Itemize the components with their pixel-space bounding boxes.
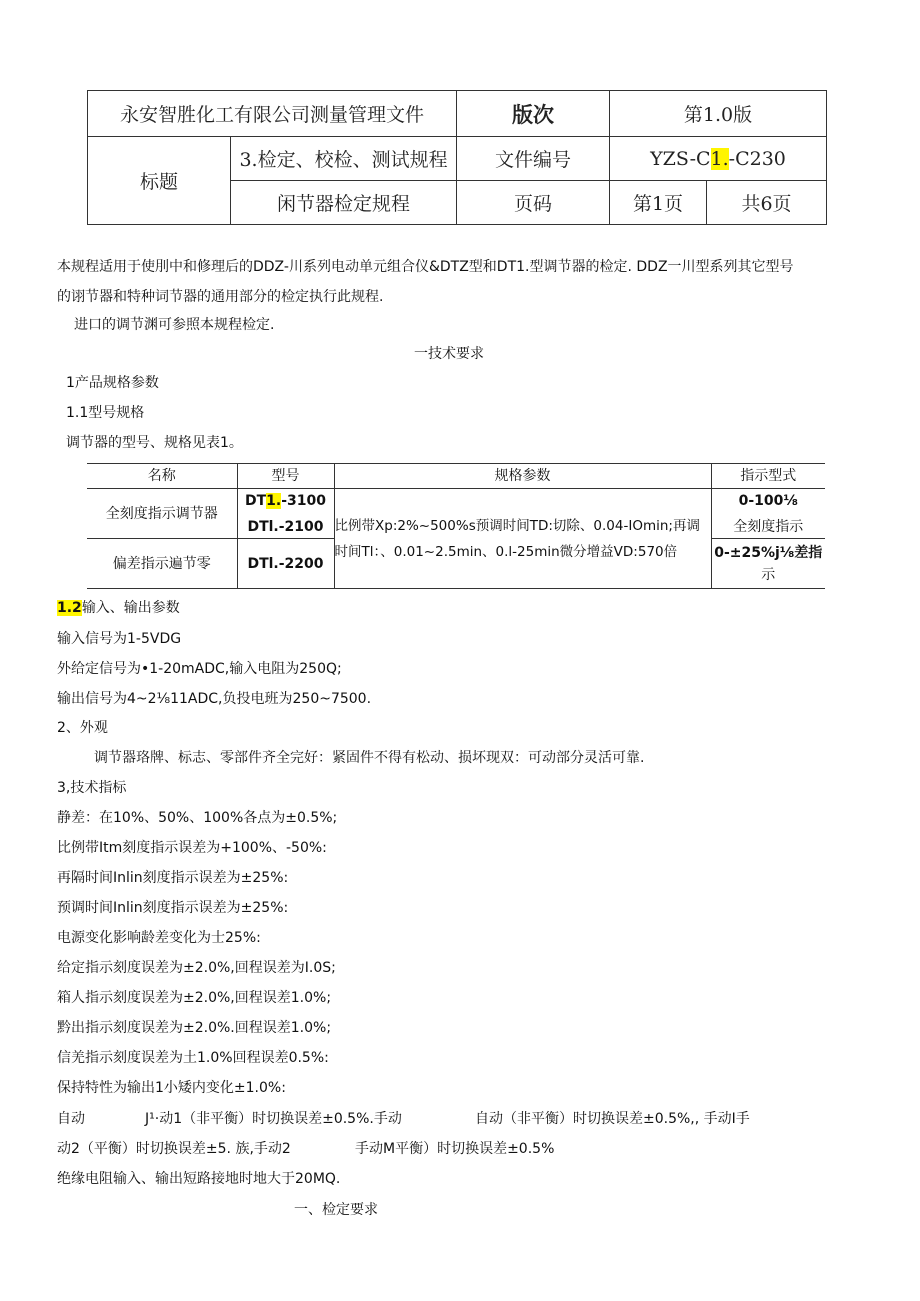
index-line: 静差：在10%、50%、100%各点为±0.5%;: [57, 810, 338, 826]
params-cell: 比例带Xp:2%~500%s预调时间TD:切除、0.04-IOmin;再调 时间Tl：、0.01~2.5min、0.l-25min微分增益VD:570倍: [334, 489, 711, 589]
switch-line1-a: 自动: [57, 1111, 85, 1127]
header-table: [87, 90, 827, 225]
title-line1: 3.检定、校检、测试规程: [231, 137, 457, 180]
page-current: 第1页: [610, 180, 707, 224]
col-header-params: 规格参数: [334, 464, 711, 489]
section2-title: 一、检定要求: [294, 1202, 378, 1218]
company-doc-title: 永安智胜化工有限公司测量管理文件: [88, 91, 457, 137]
row2-name: 偏差指示遍节零: [87, 539, 237, 589]
spec-params-heading: 1产品规格参数: [66, 375, 159, 391]
io-heading: 1.2输入、输出参数: [57, 600, 180, 616]
insulation-line: 绝缘电阻输入、输出短路接地时地大于20MQ.: [57, 1171, 341, 1187]
index-line: 保持特性为输出1小矮内变化±1.0%:: [57, 1080, 286, 1096]
tech-index-heading: 3,技术指标: [57, 780, 127, 796]
version-label: 版次: [457, 91, 610, 137]
appearance-text: 调节器珞牌、标志、零部件齐全完好：紧固件不得有松动、损坏现双：可动部分灵活可靠.: [94, 750, 645, 766]
index-line: 信羌指示刻度误差为土1.0%回程误差0.5%:: [57, 1050, 329, 1066]
row1-models: DT1.-3100 DTl.-2100: [237, 489, 334, 539]
index-line: 黔出指示刻度误差为±2.0%.回程误差1.0%;: [57, 1020, 332, 1036]
appearance-heading: 2、外观: [57, 720, 108, 736]
row2-indication: 0-±25%j⅛差指 示: [711, 539, 825, 589]
io-line-3: 输出信号为4~2⅛11ADC,负投电班为250~7500.: [57, 691, 372, 707]
index-line: 再隔时间Inlin刻度指示误差为±25%:: [57, 870, 289, 886]
title-label: 标题: [88, 137, 231, 225]
index-line: 预调时间Inlin刻度指示误差为±25%:: [57, 900, 289, 916]
version-value: 第1.0版: [610, 91, 827, 137]
intro-line1: 本规程适用于使刖中和修理后的DDZ-川系列电动单元组合仪&DTZ型和DT1.型调节器的检定. DDZ一川型系列其它型号: [57, 259, 794, 275]
index-line: 电源变化影响龄差变化为士25%:: [57, 930, 261, 946]
row2-model: DTl.-2200: [237, 539, 334, 589]
io-line-2: 外给定信号为•1-20mADC,输入电阻为250Q;: [57, 661, 342, 677]
col-header-name: 名称: [87, 464, 237, 489]
page-total: 共6页: [707, 180, 827, 224]
model-spec-heading: 1.1型号规格: [66, 405, 145, 421]
index-line: 箱人指示刻度误差为±2.0%,回程误差1.0%;: [57, 990, 332, 1006]
doc-no-label: 文件编号: [457, 137, 610, 180]
switch-line2-a: 动2（平衡）时切换误差±5. 族,手动2: [57, 1141, 291, 1157]
doc-no-value: YZS-C1.-C230: [610, 137, 827, 180]
index-line: 给定指示刻度误差为±2.0%,回程误差为I.0S;: [57, 960, 336, 976]
index-line: 比例带Itm刻度指示误差为+100%、-50%:: [57, 840, 327, 856]
section1-title: 一技术要求: [414, 346, 484, 362]
col-header-indication: 指示型式: [711, 464, 825, 489]
switch-line1-b: J¹·动1（非平衡）时切换误差±0.5%.手动: [145, 1111, 402, 1127]
switch-line2-b: 手动M平衡）时切换误差±0.5%: [355, 1141, 555, 1157]
title-line2: 闲节器检定规程: [231, 180, 457, 224]
spec-table: [87, 463, 825, 589]
intro-line3: 进口的调节渊可参照本规程检定.: [74, 317, 275, 333]
intro-line2: 的诩节器和特种词节器的通用部分的检定执行此规程.: [57, 289, 384, 305]
row1-name: 全刻度指示调节器: [87, 489, 237, 539]
col-header-model: 型号: [237, 464, 334, 489]
row1-indication: 0-100⅛ 全刻度指示: [711, 489, 825, 539]
io-line-1: 输入信号为1-5VDG: [57, 631, 182, 647]
page-label: 页码: [457, 180, 610, 224]
switch-line1-c: 自动（非平衡）时切换误差±0.5%,, 手动I手: [475, 1111, 750, 1127]
model-spec-text: 调节器的型号、规格见表1。: [66, 435, 243, 451]
